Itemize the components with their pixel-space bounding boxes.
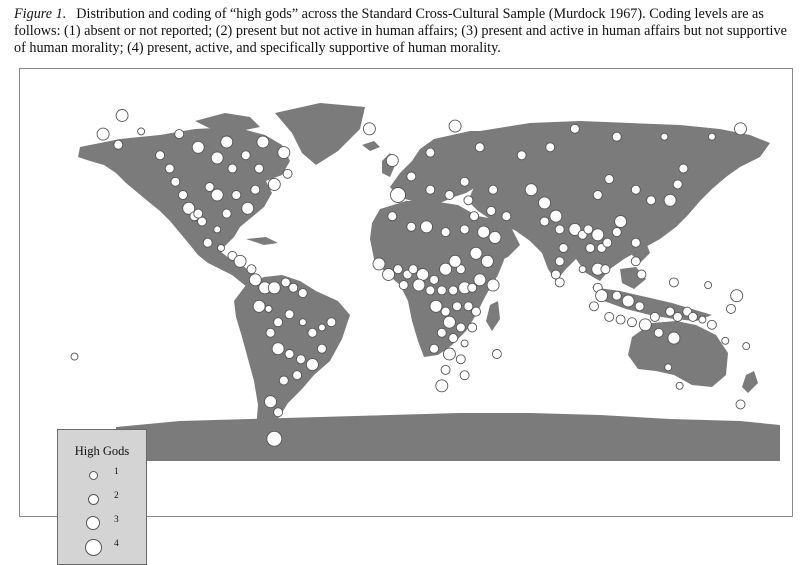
site-marker-level-3	[539, 197, 551, 209]
site-marker-level-3	[489, 231, 501, 243]
site-marker-level-2	[156, 151, 165, 160]
site-marker-level-2	[464, 196, 473, 205]
site-marker-level-2	[475, 143, 484, 152]
site-marker-level-3	[550, 210, 562, 222]
site-marker-level-2	[281, 278, 290, 287]
site-marker-level-3	[449, 255, 461, 267]
landmass-asia	[468, 121, 770, 281]
site-marker-level-2	[679, 164, 688, 173]
site-marker-level-3	[478, 226, 490, 238]
site-marker-level-3	[116, 110, 128, 122]
site-marker-level-2	[279, 376, 288, 385]
site-marker-level-3	[481, 255, 493, 267]
site-marker-level-3	[592, 229, 604, 241]
site-marker-level-3	[436, 380, 448, 392]
legend-row	[58, 536, 146, 556]
site-marker-level-3	[221, 136, 233, 148]
legend-symbol	[89, 471, 98, 480]
site-marker-level-2	[274, 408, 283, 417]
site-marker-level-3	[386, 155, 398, 167]
site-marker-level-3	[525, 184, 537, 196]
site-marker-level-1	[708, 133, 715, 140]
site-marker-level-2	[637, 270, 646, 279]
legend-label: 3	[114, 515, 119, 525]
site-marker-level-2	[426, 286, 435, 295]
site-marker-level-3	[615, 216, 627, 228]
site-marker-level-2	[407, 172, 416, 181]
site-marker-level-3	[97, 128, 109, 140]
site-marker-level-2	[388, 212, 397, 221]
landmass-australia	[628, 321, 728, 387]
site-marker-level-2	[603, 238, 612, 247]
site-marker-level-2	[650, 312, 659, 321]
site-marker-level-1	[579, 266, 586, 273]
site-marker-level-2	[605, 312, 614, 321]
site-marker-level-2	[441, 228, 450, 237]
site-marker-level-1	[71, 353, 78, 360]
site-marker-level-2	[669, 278, 678, 287]
site-marker-level-3	[265, 396, 277, 408]
landmass-madagascar	[486, 301, 500, 331]
site-marker-level-2	[205, 183, 214, 192]
site-marker-level-2	[605, 175, 614, 184]
site-marker-level-3	[306, 359, 318, 371]
site-marker-level-2	[635, 302, 644, 311]
site-marker-level-1	[214, 226, 221, 233]
site-marker-level-2	[586, 244, 595, 253]
legend-label: 2	[114, 491, 119, 501]
site-marker-level-3	[192, 141, 204, 153]
site-marker-level-2	[517, 151, 526, 160]
site-marker-level-2	[616, 315, 625, 324]
site-marker-level-2	[298, 289, 307, 298]
site-marker-level-2	[647, 196, 656, 205]
site-marker-level-3	[383, 269, 395, 281]
legend-symbol	[88, 494, 99, 505]
site-marker-level-1	[699, 316, 706, 323]
site-marker-level-2	[456, 355, 465, 364]
site-marker-level-3	[440, 263, 452, 275]
legend-symbol	[85, 539, 102, 556]
site-marker-level-3	[735, 123, 747, 135]
site-marker-level-2	[584, 225, 593, 234]
site-marker-level-2	[727, 304, 736, 313]
site-marker-level-2	[394, 265, 403, 274]
site-marker-level-1	[461, 340, 468, 347]
site-marker-level-1	[299, 319, 306, 326]
site-marker-level-2	[612, 228, 621, 237]
site-marker-level-2	[232, 191, 241, 200]
site-marker-level-3	[242, 202, 254, 214]
legend-row	[58, 464, 146, 484]
site-marker-level-2	[430, 275, 439, 284]
site-marker-level-3	[443, 348, 455, 360]
site-marker-level-2	[441, 307, 450, 316]
site-marker-level-1	[722, 337, 729, 344]
site-marker-level-1	[705, 282, 712, 289]
site-marker-level-3	[443, 316, 455, 328]
site-marker-level-2	[559, 244, 568, 253]
site-marker-level-3	[474, 274, 486, 286]
site-marker-level-2	[251, 185, 260, 194]
site-marker-level-2	[628, 318, 637, 327]
site-marker-level-2	[445, 191, 454, 200]
site-marker-level-3	[421, 221, 433, 233]
legend-label: 1	[114, 467, 119, 477]
landmass-antarctica	[116, 413, 780, 461]
site-marker-level-2	[453, 302, 462, 311]
site-marker-level-2	[468, 323, 477, 332]
site-marker-level-2	[601, 265, 610, 274]
site-marker-level-2	[612, 132, 621, 141]
site-marker-level-1	[676, 382, 683, 389]
site-marker-level-1	[265, 305, 272, 312]
site-marker-level-4	[391, 188, 406, 203]
site-marker-level-2	[165, 164, 174, 173]
site-marker-level-2	[441, 365, 450, 374]
site-marker-level-3	[278, 147, 290, 159]
site-marker-level-2	[460, 225, 469, 234]
site-marker-level-2	[460, 371, 469, 380]
site-marker-level-2	[407, 222, 416, 231]
legend	[57, 429, 147, 565]
site-marker-level-1	[661, 133, 668, 140]
site-marker-level-1	[743, 343, 750, 350]
site-marker-level-2	[222, 209, 231, 218]
site-marker-level-2	[194, 209, 203, 218]
site-marker-level-2	[255, 164, 264, 173]
site-marker-level-2	[688, 312, 697, 321]
site-marker-level-2	[293, 371, 302, 380]
site-marker-level-3	[257, 136, 269, 148]
figure-caption	[14, 6, 794, 57]
legend-label: 4	[114, 539, 119, 549]
site-marker-level-3	[470, 247, 482, 259]
site-marker-level-2	[426, 185, 435, 194]
site-marker-level-2	[285, 310, 294, 319]
landmass-caribbean	[246, 237, 278, 245]
figure-label: Figure 1.	[14, 6, 67, 22]
site-marker-level-3	[373, 258, 385, 270]
site-marker-level-2	[317, 344, 326, 353]
site-marker-level-2	[631, 257, 640, 266]
site-marker-level-2	[179, 191, 188, 200]
site-marker-level-2	[502, 212, 511, 221]
legend-title: High Gods	[74, 444, 130, 458]
site-marker-level-3	[268, 178, 280, 190]
site-marker-level-2	[327, 318, 336, 327]
site-marker-level-2	[540, 217, 549, 226]
site-marker-level-2	[171, 177, 180, 186]
site-marker-level-2	[707, 320, 716, 329]
site-marker-level-3	[639, 319, 651, 331]
site-marker-level-2	[430, 344, 439, 353]
site-marker-level-2	[673, 312, 682, 321]
site-marker-level-2	[546, 143, 555, 152]
site-marker-level-2	[274, 318, 283, 327]
site-marker-level-4	[267, 431, 282, 446]
site-marker-level-3	[664, 194, 676, 206]
site-marker-level-2	[631, 185, 640, 194]
map-frame	[19, 68, 793, 549]
landmass-iceland	[362, 141, 380, 151]
site-marker-level-3	[449, 120, 461, 132]
site-marker-level-3	[249, 274, 261, 286]
site-marker-level-2	[266, 328, 275, 337]
site-marker-level-3	[596, 290, 608, 302]
landmass-north-america-islands	[195, 113, 260, 131]
site-marker-level-2	[241, 151, 250, 160]
site-marker-level-1	[138, 128, 145, 135]
site-marker-level-2	[228, 164, 237, 173]
site-marker-level-3	[731, 290, 743, 302]
site-marker-level-1	[318, 324, 325, 331]
site-marker-level-2	[631, 238, 640, 247]
site-marker-level-2	[426, 148, 435, 157]
site-marker-level-2	[296, 355, 305, 364]
site-marker-level-2	[487, 206, 496, 215]
site-marker-level-3	[253, 300, 265, 312]
caption-text: Distribution and coding of “high gods” across the Standard Cross-Cultural Sample (Murdock 1967). Coding levels are as follows: (1) absent or not reported; (2) present but not active in human affairs; (3) present and active in human affairs but not supportive of human morality; (4) present, active, and specifically supportive of human morality.	[14, 6, 787, 56]
site-marker-level-2	[449, 286, 458, 295]
site-marker-level-2	[285, 350, 294, 359]
site-marker-level-3	[622, 295, 634, 307]
site-marker-level-2	[437, 286, 446, 295]
site-marker-level-2	[489, 185, 498, 194]
site-marker-level-3	[668, 332, 680, 344]
site-marker-level-2	[283, 169, 292, 178]
site-marker-level-3	[430, 300, 442, 312]
site-marker-level-2	[492, 350, 501, 359]
site-marker-level-2	[593, 191, 602, 200]
site-marker-level-3	[211, 189, 223, 201]
site-marker-level-2	[736, 400, 745, 409]
site-marker-level-2	[555, 225, 564, 234]
site-marker-level-2	[555, 257, 564, 266]
legend-symbol	[86, 516, 100, 530]
site-marker-level-2	[673, 180, 682, 189]
site-marker-level-2	[399, 281, 408, 290]
legend-row	[58, 488, 146, 508]
site-marker-level-2	[247, 265, 256, 274]
site-marker-level-3	[363, 123, 375, 135]
legend-row	[58, 512, 146, 532]
site-marker-level-3	[413, 279, 425, 291]
site-marker-level-1	[665, 364, 672, 371]
site-marker-level-2	[456, 323, 465, 332]
site-marker-level-3	[234, 255, 246, 267]
site-marker-level-2	[470, 212, 479, 221]
site-marker-level-2	[437, 328, 446, 337]
site-marker-level-2	[460, 177, 469, 186]
landmass-new-zealand	[742, 371, 758, 393]
site-marker-level-2	[612, 291, 621, 300]
site-marker-level-1	[218, 245, 225, 252]
site-marker-level-2	[654, 328, 663, 337]
site-marker-level-2	[203, 238, 212, 247]
site-marker-level-3	[487, 279, 499, 291]
site-marker-level-3	[211, 152, 223, 164]
site-marker-level-2	[114, 140, 123, 149]
site-marker-level-2	[409, 265, 418, 274]
site-marker-level-2	[175, 130, 184, 139]
site-marker-level-3	[268, 282, 280, 294]
site-marker-level-2	[555, 278, 564, 287]
site-marker-level-2	[289, 283, 298, 292]
site-marker-level-2	[449, 334, 458, 343]
site-marker-level-3	[272, 343, 284, 355]
site-marker-level-2	[570, 124, 579, 133]
site-marker-level-2	[472, 307, 481, 316]
site-marker-level-2	[590, 302, 599, 311]
site-marker-level-2	[308, 328, 317, 337]
site-marker-level-2	[468, 283, 477, 292]
